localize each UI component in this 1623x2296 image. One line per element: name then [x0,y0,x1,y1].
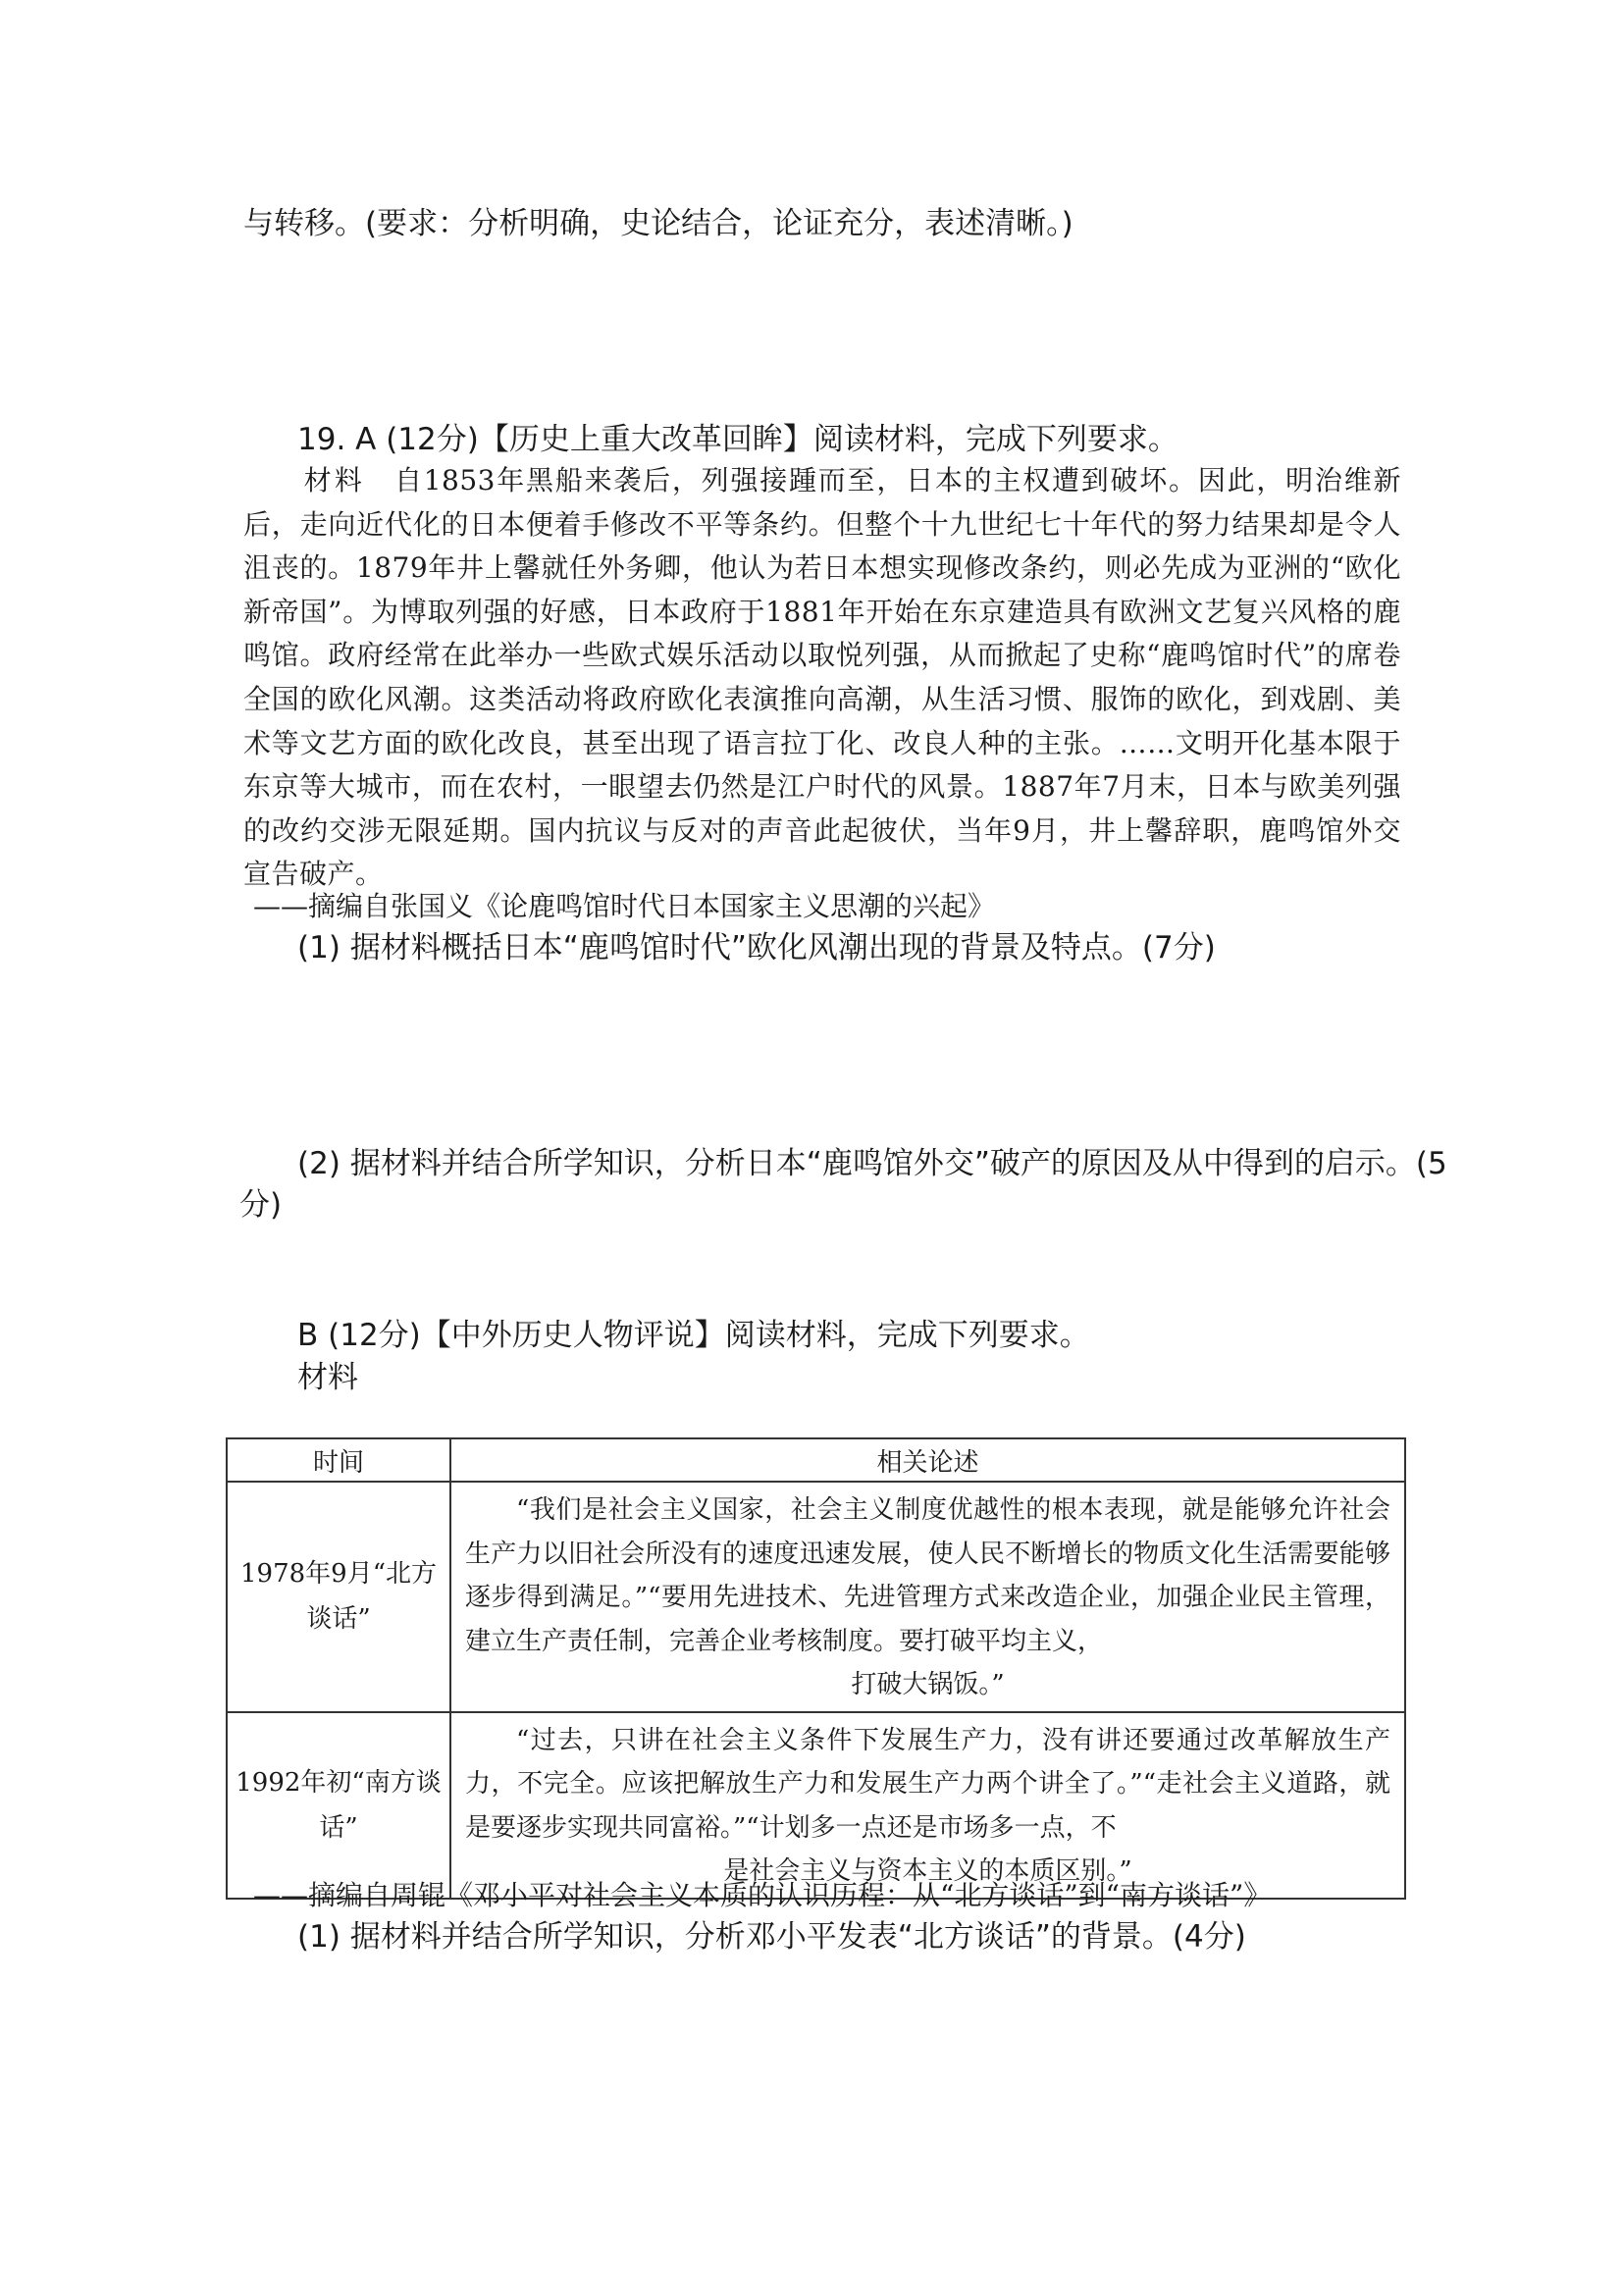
material-text: 自1853年黑船来袭后，列强接踵而至，日本的主权遭到破坏。因此，明治维新后，走向近代化的日本便着手修改不平等条约。但整个十九世纪七十年代的努力结果却是令人沮丧的。1879年井上馨就任外务卿，他认为若日本想实现修改条约，则必先成为亚洲的“欧化新帝国”。为博取列强的好感，日本政府于1881年开始在东京建造具有欧洲文艺复兴风格的鹿鸣馆。政府经常在此举办一些欧式娱乐活动以取悦列强，从而掀起了史称“鹿鸣馆时代”的席卷全国的欧化风潮。这类活动将政府欧化表演推向高潮，从生活习惯、服饰的欧化，到戏剧、美术等文艺方面的欧化改良，甚至出现了语言拉丁化、改良人种的主张。……文明开化基本限于东京等大城市，而在农村，一眼望去仍然是江户时代的风景。1887年7月末，日本与欧美列强的改约交涉无限延期。国内抗议与反对的声音此起彼伏，当年9月，井上馨辞职，鹿鸣馆外交宣告破产。 [243,464,1401,891]
material-label: 材料 [303,464,366,496]
question-19b-heading: B (12分)【中外历史人物评说】阅读材料，完成下列要求。 [297,1318,1090,1353]
material-19b-source: ——摘编自周锟《邓小平对社会主义本质的认识历程：从“北方谈话”到“南方谈话”》 [253,1879,1272,1911]
question-19a-part2-line2: 分) [239,1187,283,1223]
table-cell-quote [450,1712,1405,1899]
material-19b-label: 材料 [297,1360,358,1395]
material-19a-source: ——摘编自张国义《论鹿鸣馆时代日本国家主义思潮的兴起》 [253,890,996,922]
quote-text: “我们是社会主义国家，社会主义制度优越性的根本表现，就是能够允许社会生产力以旧社会所没有的速度迅速发展，使人民不断增长的物质文化生活需要能够逐步得到满足。”“要用先进技术、先进管理方式来改造企业，加强企业民主管理，建立生产责任制，完善企业考核制度。要打破平均主义， [465,1495,1390,1656]
table-header-row [227,1438,1405,1482]
question-19a-part2-line1: (2) 据材料并结合所学知识，分析日本“鹿鸣馆外交”破产的原因及从中得到的启示。(5 [297,1146,1447,1181]
question-19a-part1: (1) 据材料概括日本“鹿鸣馆时代”欧化风潮出现的背景及特点。(7分) [297,930,1216,965]
question-19b-part1: (1) 据材料并结合所学知识，分析邓小平发表“北方谈话”的背景。(4分) [297,1919,1246,1955]
quote-text-end: 是社会主义与资本主义的本质区别。” [723,1856,1132,1886]
table-cell-quote [450,1482,1405,1712]
quote-text: “过去，只讲在社会主义条件下发展生产力，没有讲还要通过改革解放生产力，不完全。应该把解放生产力和发展生产力两个讲全了。”“走社会主义道路，就是要逐步实现共同富裕。”“计划多一点还是市场多一点，不 [465,1725,1390,1843]
table-header-time: 时间 [227,1438,450,1482]
material-19a [243,459,1401,897]
material-19b-table [226,1437,1406,1900]
quote-text-end: 打破大锅饭。” [851,1670,1005,1699]
table-cell-time: 1978年9月“北方谈话” [227,1482,450,1712]
question-19a-heading: 19. A (12分)【历史上重大改革回眸】阅读材料，完成下列要求。 [297,422,1178,457]
continuation-text: 与转移。(要求：分析明确，史论结合，论证充分，表述清晰。) [243,206,1073,241]
table-row [227,1482,1405,1712]
table-header-statements: 相关论述 [450,1438,1405,1482]
table-cell-time: 1992年初“南方谈话” [227,1712,450,1899]
table-row [227,1712,1405,1899]
